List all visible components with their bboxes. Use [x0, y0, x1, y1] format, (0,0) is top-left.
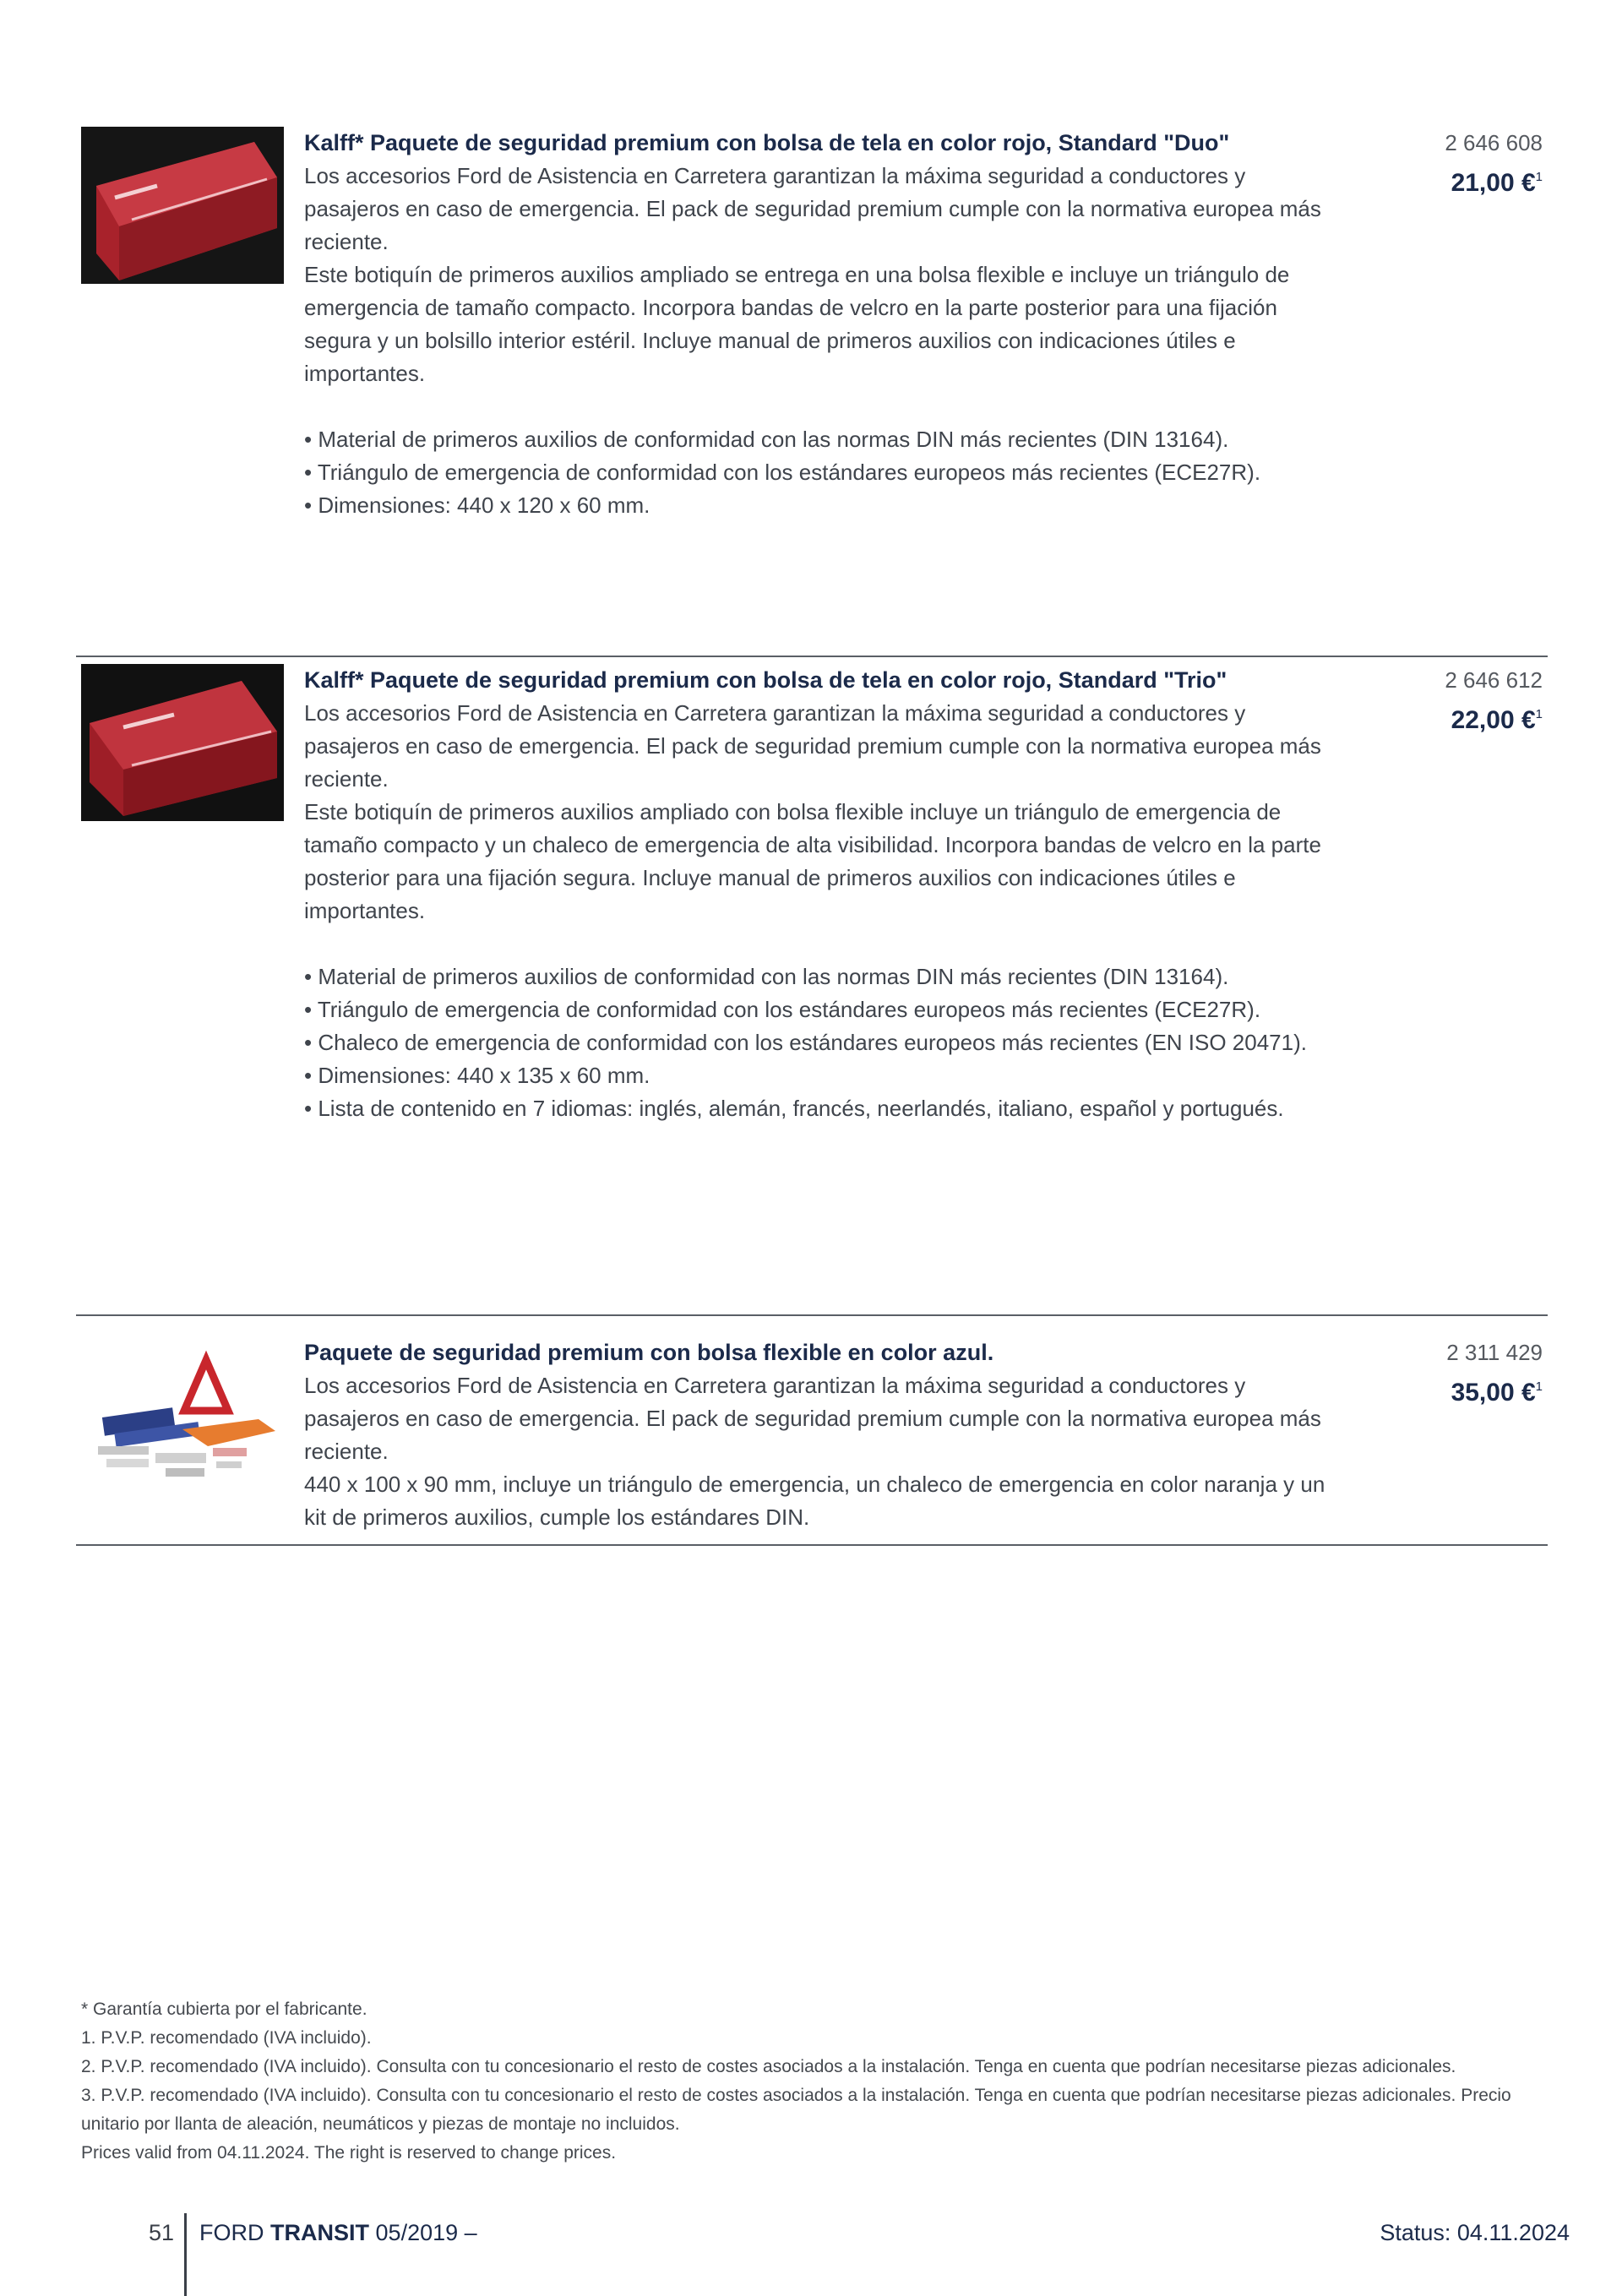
red-safety-bag-image: [81, 664, 284, 821]
safety-kit-contents-image: [81, 1336, 284, 1493]
product-title: Kalff* Paquete de seguridad premium con bolsa de tela en color rojo, Standard "Duo": [304, 130, 1230, 155]
price-footnote-ref: 1: [1535, 1379, 1543, 1394]
red-safety-bag-image: [81, 127, 284, 284]
brand-name: FORD: [199, 2220, 264, 2245]
part-number: 2 646 612: [1445, 667, 1543, 693]
product-feature: • Triángulo de emergencia de conformidad con los estándares europeos más recientes (ECE27R).: [304, 460, 1261, 485]
page-number: 51: [149, 2220, 175, 2245]
product-description: Los accesorios Ford de Asistencia en Carretera garantizan la máxima seguridad a conductores y pasajeros en caso de emergencia. El pack de seguridad premium cumple con la normativa europea más reciente.: [304, 700, 1321, 792]
product-item: [76, 664, 1548, 1316]
product-item: [76, 1336, 1548, 1546]
product-title: Paquete de seguridad premium con bolsa flexible en color azul.: [304, 1340, 994, 1365]
price-footnote-ref: 1: [1535, 170, 1543, 184]
price: [1323, 697, 1543, 738]
price-value: 21,00 €: [1451, 169, 1536, 197]
product-description: Los accesorios Ford de Asistencia en Carretera garantizan la máxima seguridad a conductores y pasajeros en caso de emergencia. El pack de seguridad premium cumple con la normativa europea más reciente.: [304, 1373, 1321, 1464]
product-feature: • Lista de contenido en 7 idiomas: inglés, alemán, francés, neerlandés, italiano, español y portugués.: [304, 1096, 1284, 1121]
product-feature: • Triángulo de emergencia de conformidad con los estándares europeos más recientes (ECE27R).: [304, 997, 1261, 1022]
product-description: Este botiquín de primeros auxilios ampliado se entrega en una bolsa flexible e incluye un triángulo de emergencia de tamaño compacto. Incorpora bandas de velcro en la parte posterior para una fijación segura y un bolsillo interior estéril. Incluye manual de primeros auxilios con indicaciones útiles e importantes.: [304, 262, 1290, 386]
status-date: Status: 04.11.2024: [1380, 2220, 1570, 2245]
product-description: Los accesorios Ford de Asistencia en Carretera garantizan la máxima seguridad a conductores y pasajeros en caso de emergencia. El pack de seguridad premium cumple con la normativa europea más reciente.: [304, 163, 1321, 254]
footer-brand: [199, 2220, 477, 2246]
part-number: 2 646 608: [1445, 130, 1543, 155]
product-image: [81, 127, 284, 284]
footnote: 3. P.V.P. recomendado (IVA incluido). Consulta con tu concesionario el resto de costes asociados a la instalación. Tenga en cuenta que podrían necesitarse piezas adicionales. Precio unitario por llanta de aleación, neumáticos y piezas de montaje no incluidos.: [81, 2086, 1511, 2134]
footnote: Prices valid from 04.11.2024. The right is reserved to change prices.: [81, 2143, 617, 2163]
price-footnote-ref: 1: [1535, 707, 1543, 721]
product-title: Kalff* Paquete de seguridad premium con bolsa de tela en color rojo, Standard "Trio": [304, 667, 1227, 693]
footnotes: [81, 1995, 1543, 2168]
edition: 05/2019 –: [375, 2220, 477, 2245]
price-value: 35,00 €: [1451, 1379, 1536, 1406]
product-feature: • Dimensiones: 440 x 135 x 60 mm.: [304, 1063, 650, 1088]
price: [1323, 1369, 1543, 1411]
footnote: * Garantía cubierta por el fabricante.: [81, 1999, 367, 2019]
product-image: [81, 1336, 284, 1493]
footnote: 2. P.V.P. recomendado (IVA incluido). Consulta con tu concesionario el resto de costes asociados a la instalación. Tenga en cuenta que podrían necesitarse piezas adicionales.: [81, 2057, 1456, 2076]
footnote: 1. P.V.P. recomendado (IVA incluido).: [81, 2028, 372, 2048]
footer-divider: [184, 2213, 187, 2296]
product-feature: • Material de primeros auxilios de conformidad con las normas DIN más recientes (DIN 13164).: [304, 964, 1229, 989]
product-description: Este botiquín de primeros auxilios ampliado con bolsa flexible incluye un triángulo de emergencia de tamaño compacto y un chaleco de emergencia de alta visibilidad. Incorpora bandas de velcro en la parte posterior para una fijación segura. Incluye manual de primeros auxilios con indicaciones útiles e importantes.: [304, 799, 1321, 923]
part-number: 2 311 429: [1446, 1340, 1543, 1365]
product-feature: • Material de primeros auxilios de conformidad con las normas DIN más recientes (DIN 13164).: [304, 427, 1229, 452]
product-description: 440 x 100 x 90 mm, incluye un triángulo de emergencia, un chaleco de emergencia en color naranja y un kit de primeros auxilios, cumple los estándares DIN.: [304, 1472, 1325, 1530]
page-footer: [0, 2213, 1622, 2296]
price: [1323, 160, 1543, 201]
product-feature: • Dimensiones: 440 x 120 x 60 mm.: [304, 492, 650, 518]
product-image: [81, 664, 284, 821]
model-name: TRANSIT: [270, 2220, 370, 2245]
product-feature: • Chaleco de emergencia de conformidad con los estándares europeos más recientes (EN ISO 20471).: [304, 1030, 1307, 1055]
price-value: 22,00 €: [1451, 706, 1536, 734]
product-item: [76, 127, 1548, 657]
